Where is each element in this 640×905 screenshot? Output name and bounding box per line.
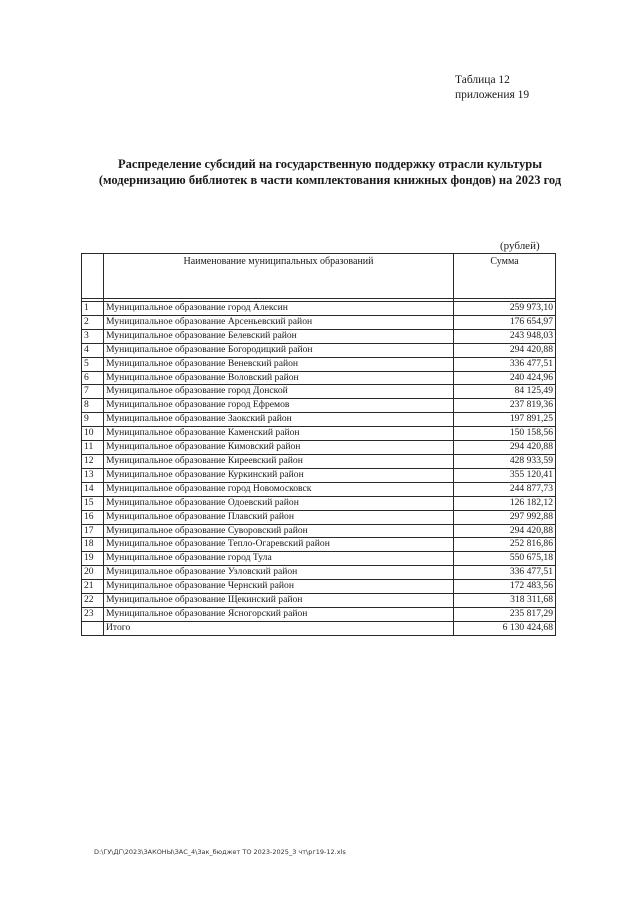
- municipality-name: Муниципальное образование Чернский район: [104, 580, 454, 594]
- table-row: [82, 343, 556, 357]
- document-title: [60, 156, 600, 188]
- subsidy-amount: 294 420,88: [454, 343, 556, 357]
- row-number: 14: [82, 482, 104, 496]
- table-row: [82, 580, 556, 594]
- subsidy-amount: 240 424,96: [454, 371, 556, 385]
- total-label: Итого: [104, 621, 454, 635]
- table-row: [82, 594, 556, 608]
- subsidy-amount: 294 420,88: [454, 524, 556, 538]
- municipality-name: Муниципальное образование Тепло-Огаревский район: [104, 538, 454, 552]
- total-sum: 6 130 424,68: [454, 621, 556, 635]
- subsidy-amount: 336 477,51: [454, 357, 556, 371]
- municipality-name: Муниципальное образование город Тула: [104, 552, 454, 566]
- subsidy-amount: 428 933,59: [454, 454, 556, 468]
- row-number: 6: [82, 371, 104, 385]
- table-reference: [455, 73, 529, 103]
- subsidy-amount: 126 182,12: [454, 496, 556, 510]
- row-number: 10: [82, 427, 104, 441]
- header-sum-cell: Сумма: [454, 254, 556, 299]
- table-row: [82, 329, 556, 343]
- file-path: D:\ГУ\ДГ\2023\ЗАКОНЫ\ЗАС_4\Зак_бюджет ТО 2023-2025_3 чт\рг19-12.xls: [94, 848, 346, 856]
- table-row: [82, 385, 556, 399]
- municipality-name: Муниципальное образование город Новомосковск: [104, 482, 454, 496]
- municipality-name: Муниципальное образование Веневский район: [104, 357, 454, 371]
- subsidy-amount: 297 992,88: [454, 510, 556, 524]
- table-row: [82, 566, 556, 580]
- subsidy-table: [81, 253, 556, 636]
- table-row: [82, 302, 556, 316]
- municipality-name: Муниципальное образование город Ефремов: [104, 399, 454, 413]
- subsidy-amount: 172 483,56: [454, 580, 556, 594]
- row-number: 17: [82, 524, 104, 538]
- subsidy-amount: 84 125,49: [454, 385, 556, 399]
- municipality-name: Муниципальное образование Куркинский район: [104, 468, 454, 482]
- table-row: [82, 496, 556, 510]
- subsidy-amount: 237 819,36: [454, 399, 556, 413]
- table-row: [82, 538, 556, 552]
- table-row: [82, 413, 556, 427]
- table-row: [82, 441, 556, 455]
- row-number: 15: [82, 496, 104, 510]
- municipality-name: Муниципальное образование Кимовский район: [104, 441, 454, 455]
- municipality-name: Муниципальное образование Заокский район: [104, 413, 454, 427]
- municipality-name: Муниципальное образование Киреевский район: [104, 454, 454, 468]
- row-number: 23: [82, 607, 104, 621]
- row-number: 12: [82, 454, 104, 468]
- municipality-name: Муниципальное образование Ясногорский район: [104, 607, 454, 621]
- table-label: Таблица 12: [455, 74, 510, 86]
- municipality-name: Муниципальное образование Каменский район: [104, 427, 454, 441]
- row-number: 3: [82, 329, 104, 343]
- municipality-name: Муниципальное образование Воловский район: [104, 371, 454, 385]
- row-number: 11: [82, 441, 104, 455]
- total-row: [82, 621, 556, 635]
- municipality-name: Муниципальное образование город Донской: [104, 385, 454, 399]
- municipality-name: Муниципальное образование Щекинский район: [104, 594, 454, 608]
- subsidy-amount: 176 654,97: [454, 315, 556, 329]
- municipality-name: Муниципальное образование Арсеньевский район: [104, 315, 454, 329]
- subsidy-amount: 318 311,68: [454, 594, 556, 608]
- table-row: [82, 427, 556, 441]
- municipality-name: Муниципальное образование город Алексин: [104, 302, 454, 316]
- table-row: [82, 607, 556, 621]
- municipality-name: Муниципальное образование Суворовский район: [104, 524, 454, 538]
- subsidy-amount: 355 120,41: [454, 468, 556, 482]
- title-line-1: Распределение субсидий на государственную поддержку отрасли культуры: [118, 157, 542, 171]
- table-row: [82, 371, 556, 385]
- row-number: 5: [82, 357, 104, 371]
- municipality-name: Муниципальное образование Белевский район: [104, 329, 454, 343]
- municipality-name: Муниципальное образование Плавский район: [104, 510, 454, 524]
- row-number: 1: [82, 302, 104, 316]
- subsidy-amount: 235 817,29: [454, 607, 556, 621]
- table-row: [82, 315, 556, 329]
- table-row: [82, 482, 556, 496]
- row-number: 9: [82, 413, 104, 427]
- table-body: [82, 299, 556, 622]
- subsidy-amount: 294 420,88: [454, 441, 556, 455]
- row-number: 21: [82, 580, 104, 594]
- table-row: [82, 510, 556, 524]
- subsidy-amount: 244 877,73: [454, 482, 556, 496]
- subsidy-amount: 550 675,18: [454, 552, 556, 566]
- row-number: 22: [82, 594, 104, 608]
- header-name-cell: Наименование муниципальных образований: [104, 254, 454, 299]
- municipality-name: Муниципальное образование Богородицкий район: [104, 343, 454, 357]
- appendix-label: приложения 19: [455, 89, 530, 101]
- row-number: 18: [82, 538, 104, 552]
- municipality-name: Муниципальное образование Узловский район: [104, 566, 454, 580]
- header-num-cell: [82, 254, 104, 299]
- subsidy-amount: 197 891,25: [454, 413, 556, 427]
- subsidy-amount: 150 158,56: [454, 427, 556, 441]
- row-number: 16: [82, 510, 104, 524]
- table-row: [82, 357, 556, 371]
- row-number: 2: [82, 315, 104, 329]
- row-number: 8: [82, 399, 104, 413]
- table-row: [82, 399, 556, 413]
- row-number: 20: [82, 566, 104, 580]
- table-row: [82, 468, 556, 482]
- title-line-2: (модернизацию библиотек в части комплектования книжных фондов) на 2023 год: [98, 173, 562, 187]
- units-label: (рублей): [500, 240, 540, 252]
- total-num-cell: [82, 621, 104, 635]
- row-number: 7: [82, 385, 104, 399]
- row-number: 4: [82, 343, 104, 357]
- table-header-row: [82, 254, 556, 299]
- table-row: [82, 552, 556, 566]
- subsidy-amount: 259 973,10: [454, 302, 556, 316]
- subsidy-amount: 336 477,51: [454, 566, 556, 580]
- row-number: 19: [82, 552, 104, 566]
- subsidy-amount: 243 948,03: [454, 329, 556, 343]
- table-row: [82, 454, 556, 468]
- municipality-name: Муниципальное образование Одоевский район: [104, 496, 454, 510]
- subsidy-amount: 252 816,86: [454, 538, 556, 552]
- row-number: 13: [82, 468, 104, 482]
- table-row: [82, 524, 556, 538]
